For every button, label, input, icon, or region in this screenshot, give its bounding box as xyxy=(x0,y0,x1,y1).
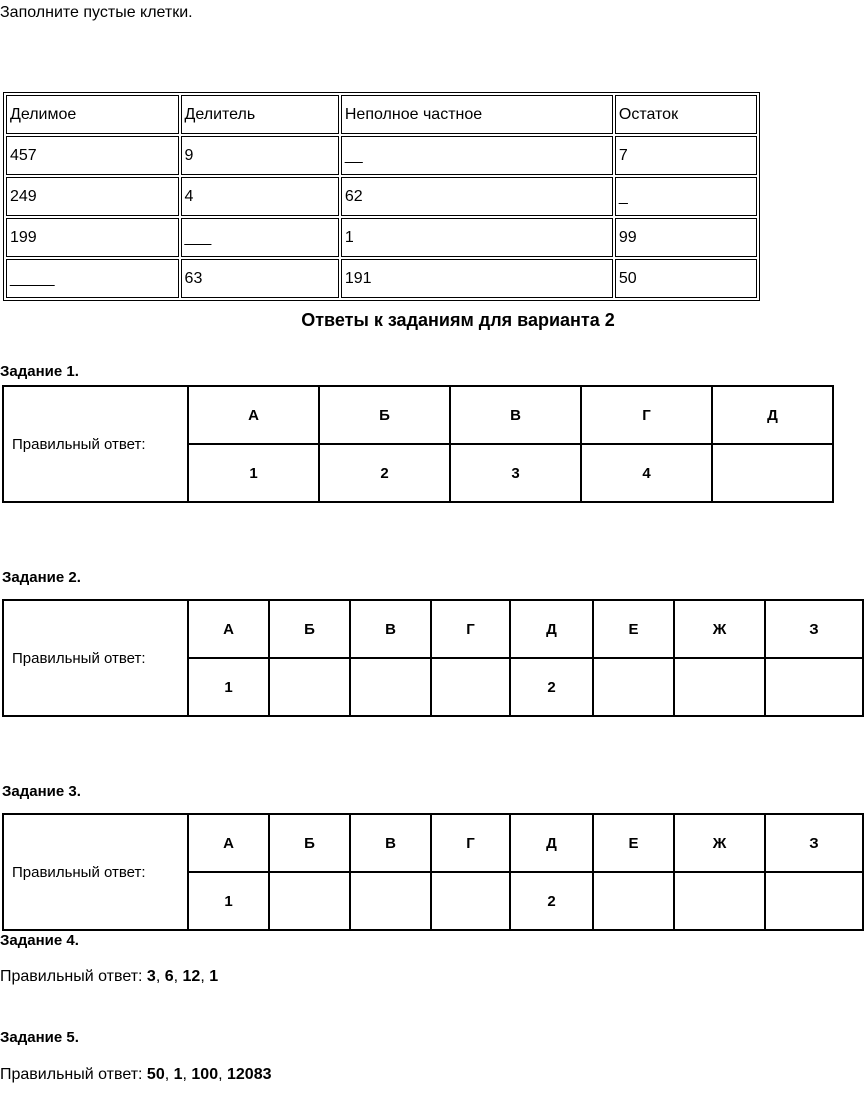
letter-cell: Д xyxy=(510,600,593,658)
task4-answer: Правильный ответ: 3, 6, 12, 1 xyxy=(0,968,219,985)
answer-value: 3 xyxy=(146,968,156,985)
letter-cell: Е xyxy=(593,600,674,658)
answer-label: Правильный ответ: xyxy=(3,814,188,930)
value-cell xyxy=(350,872,431,930)
table-cell: 50 xyxy=(615,259,757,298)
value-cell xyxy=(431,872,510,930)
value-cell xyxy=(674,872,765,930)
table-cell: 99 xyxy=(615,218,757,257)
table-cell: 9 xyxy=(181,136,339,175)
answer-label: Правильный ответ: xyxy=(3,600,188,716)
task2-answer-table xyxy=(2,599,864,717)
value-cell: 1 xyxy=(188,444,319,502)
letter-cell: А xyxy=(188,600,269,658)
value-cell xyxy=(350,658,431,716)
letter-cell: Д xyxy=(712,386,833,444)
task4-title: Задание 4. xyxy=(0,932,79,949)
table-row xyxy=(6,177,757,216)
value-cell xyxy=(431,658,510,716)
letter-cell: Б xyxy=(319,386,450,444)
table-cell: 62 xyxy=(341,177,613,216)
letter-cell: Г xyxy=(431,600,510,658)
table-cell: 199 xyxy=(6,218,179,257)
header-cell: Неполное частное xyxy=(341,95,613,134)
table-cell: 4 xyxy=(181,177,339,216)
table-row xyxy=(6,259,757,298)
table-cell: 457 xyxy=(6,136,179,175)
table-header-row xyxy=(6,95,757,134)
value-cell xyxy=(593,872,674,930)
answer-value: 12083 xyxy=(227,1066,272,1083)
value-cell: 1 xyxy=(188,872,269,930)
table-cell: 7 xyxy=(615,136,757,175)
value-cell xyxy=(269,872,350,930)
intro-text: Заполните пустые клетки. xyxy=(0,4,193,21)
value-cell xyxy=(765,872,863,930)
task5-title: Задание 5. xyxy=(0,1029,79,1046)
letter-cell: А xyxy=(188,814,269,872)
table-cell: 191 xyxy=(341,259,613,298)
answer-value: 6 xyxy=(164,968,174,985)
letter-cell: Б xyxy=(269,814,350,872)
answer-value: 12 xyxy=(182,968,201,985)
value-cell: 2 xyxy=(510,658,593,716)
table-cell: 63 xyxy=(181,259,339,298)
value-cell xyxy=(593,658,674,716)
letter-cell: Б xyxy=(269,600,350,658)
value-cell xyxy=(269,658,350,716)
header-cell: Делимое xyxy=(6,95,179,134)
letter-cell: В xyxy=(450,386,581,444)
table-cell: 1 xyxy=(341,218,613,257)
table-row xyxy=(6,136,757,175)
value-cell xyxy=(712,444,833,502)
letter-cell: Д xyxy=(510,814,593,872)
table-cell: ___ xyxy=(181,218,339,257)
answer-value: 1 xyxy=(209,968,219,985)
value-cell xyxy=(765,658,863,716)
value-cell: 2 xyxy=(510,872,593,930)
answer-value: 50 xyxy=(146,1066,165,1083)
header-cell: Остаток xyxy=(615,95,757,134)
task5-answer: Правильный ответ: 50, 1, 100, 12083 xyxy=(0,1066,272,1083)
letter-cell: В xyxy=(350,600,431,658)
task1-title: Задание 1. xyxy=(0,363,79,380)
letter-cell: В xyxy=(350,814,431,872)
task3-title: Задание 3. xyxy=(2,783,81,800)
value-cell: 2 xyxy=(319,444,450,502)
letter-cell: Ж xyxy=(674,600,765,658)
answer-value: 100 xyxy=(191,1066,219,1083)
table-cell: __ xyxy=(341,136,613,175)
table-cell: _ xyxy=(615,177,757,216)
letter-cell: Г xyxy=(581,386,712,444)
value-cell xyxy=(674,658,765,716)
letter-cell: Г xyxy=(431,814,510,872)
letter-cell: А xyxy=(188,386,319,444)
task3-answer-table xyxy=(2,813,864,931)
answer-label: Правильный ответ: xyxy=(0,1066,143,1083)
letter-cell: З xyxy=(765,814,863,872)
answer-label: Правильный ответ: xyxy=(0,968,143,985)
value-cell: 1 xyxy=(188,658,269,716)
table-cell: _____ xyxy=(6,259,179,298)
header-cell: Делитель xyxy=(181,95,339,134)
value-cell: 3 xyxy=(450,444,581,502)
task1-answer-table xyxy=(2,385,834,503)
section-title: Ответы к заданиям для варианта 2 xyxy=(301,310,615,330)
division-table xyxy=(3,92,760,301)
task2-title: Задание 2. xyxy=(2,569,81,586)
table-cell: 249 xyxy=(6,177,179,216)
letter-cell: Е xyxy=(593,814,674,872)
answer-value: 1 xyxy=(173,1066,183,1083)
table-row xyxy=(6,218,757,257)
letter-cell: З xyxy=(765,600,863,658)
letter-cell: Ж xyxy=(674,814,765,872)
answer-label: Правильный ответ: xyxy=(3,386,188,502)
value-cell: 4 xyxy=(581,444,712,502)
